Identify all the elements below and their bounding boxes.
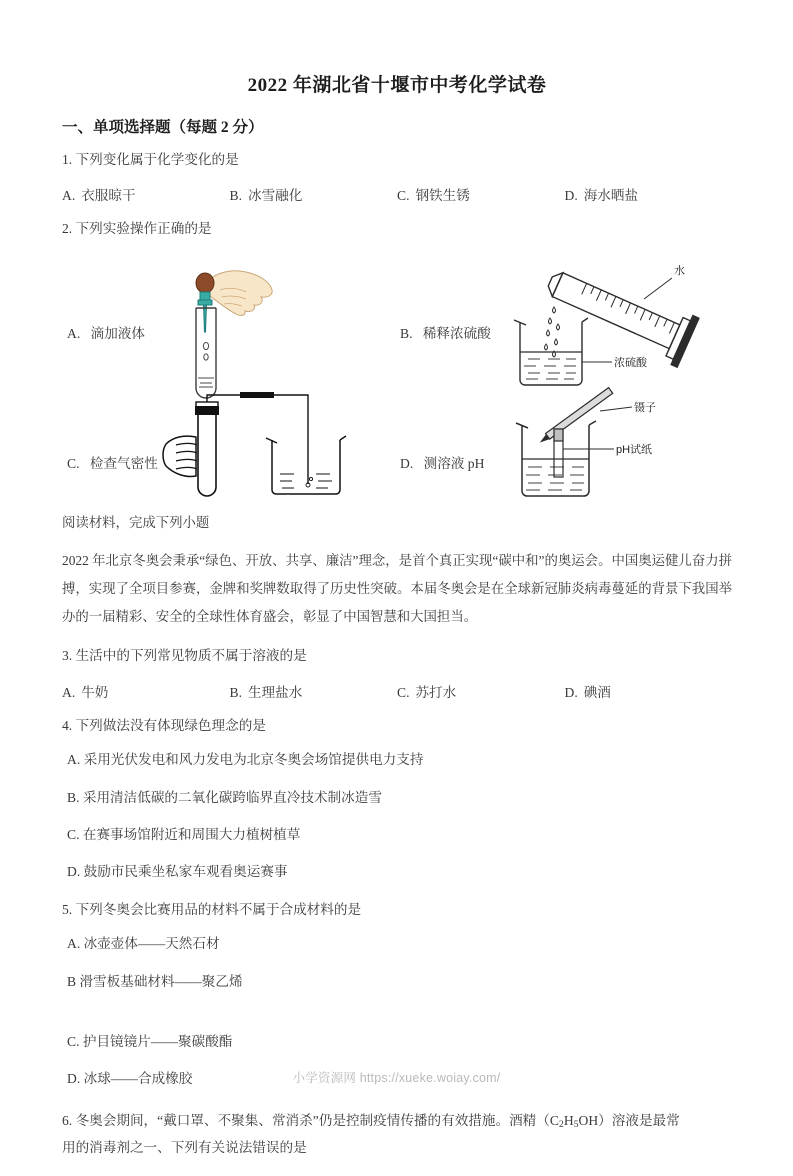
q2-option-d-label: D. — [400, 455, 414, 471]
site-watermark: 小学资源网 https://xueke.woiay.com/ — [292, 1071, 501, 1085]
q2-option-b-text: 稀释浓硫酸 — [422, 325, 491, 341]
dropper-test-tube-icon — [160, 254, 280, 404]
question-3-stem: 3. 生活中的下列常见物质不属于溶液的是 — [62, 648, 307, 664]
page-title: 2022 年湖北省十堰市中考化学试卷 — [247, 75, 547, 96]
q2-option-a-text: 滴加液体 — [90, 325, 145, 341]
q3-option-b-label: B. — [229, 684, 242, 700]
q2-option-c-label: C. — [67, 455, 80, 471]
q3-option-b-text: 生理盐水 — [247, 684, 303, 700]
q5-option-b[interactable]: B 滑雪板基础材料——聚乙烯 — [67, 973, 243, 989]
option-a[interactable] — [62, 184, 230, 204]
q2-option-d-text: 测溶液 pH — [423, 455, 485, 471]
q3-option-d-label: D. — [564, 684, 578, 700]
question-1-stem: 1. 下列变化属于化学变化的是 — [62, 152, 239, 167]
question-6-stem — [62, 1107, 732, 1135]
q6-formula-h: H — [563, 1112, 574, 1128]
question-2-stem: 2. 下列实验操作正确的是 — [62, 221, 212, 237]
option-a-text: 衣服晾干 — [81, 188, 136, 204]
question-4-stem: 4. 下列做法没有体现绿色理念的是 — [62, 717, 266, 733]
question-6-stem-line2: 用的消毒剂之一、下列有关说法错误的是 — [62, 1140, 307, 1156]
q3-option-b[interactable] — [230, 681, 398, 701]
q2-option-a-label: A. — [67, 325, 81, 341]
callout-concentrated-acid-text: 浓硫酸 — [614, 356, 647, 369]
option-a-label: A. — [62, 188, 76, 204]
q6-line1-pre: 6. 冬奥会期间，“戴口罩、不聚集、常消杀”仍是控制疫情传播的有效措施。酒精（C — [62, 1112, 559, 1128]
q2-option-c-label-group[interactable] — [67, 452, 158, 472]
option-b-label: B. — [229, 188, 242, 204]
gas-tightness-check-icon — [160, 392, 390, 504]
q4-option-b[interactable]: B. 采用清洁低碳的二氧化碳跨临界直冷技术制冰造雪 — [67, 789, 382, 805]
q2-option-c-text: 检查气密性 — [89, 455, 158, 471]
callout-water-text: 水 — [674, 264, 685, 277]
option-d[interactable] — [565, 184, 733, 204]
q2-option-b-label-group[interactable] — [400, 322, 491, 342]
page-content — [62, 62, 732, 1176]
option-c-label: C. — [397, 188, 410, 204]
q6-formula-sub-5: 5 — [573, 1118, 579, 1130]
q3-option-a[interactable] — [62, 681, 230, 701]
option-b-text: 冰雪融化 — [247, 188, 303, 204]
question-5-stem: 5. 下列冬奥会比赛用品的材料不属于合成材料的是 — [62, 901, 362, 917]
q5-option-c[interactable]: C. 护目镜镜片——聚碳酸酯 — [67, 1033, 233, 1049]
q3-option-a-text: 牛奶 — [81, 684, 109, 700]
callout-tweezers-text: 镊子 — [634, 401, 656, 414]
q4-option-a[interactable]: A. 采用光伏发电和风力发电为北京冬奥会场馆提供电力支持 — [67, 752, 424, 768]
q4-option-d[interactable]: D. 鼓励市民乘坐私家车观看奥运赛事 — [67, 864, 288, 880]
option-d-label: D. — [564, 188, 578, 204]
option-d-text: 海水晒盐 — [583, 188, 639, 204]
passage-body: 2022 年北京冬奥会秉承“绿色、开放、共享、廉洁”理念，是首个真正实现“碳中和”的奥运会。中国奥运健儿奋力拼搏，实现了全项目参赛，金牌和奖牌数取得了历史性突破。本届冬奥会是在全球新冠肺炎病毒蔓延的背景下我国举办的一届精彩、安全的全球性体育盛会，彰显了中国智慧和大国担当。 — [62, 552, 732, 624]
passage-intro: 阅读材料，完成下列小题 — [62, 514, 210, 530]
q3-option-c-label: C. — [397, 684, 410, 700]
q5-option-a[interactable]: A. 冰壶壶体——天然石材 — [67, 936, 220, 952]
q2-option-a-label-group[interactable] — [67, 322, 145, 342]
q3-option-d-text: 碘酒 — [583, 684, 611, 700]
question-2-figures — [62, 252, 732, 504]
q3-option-a-label: A. — [62, 684, 76, 700]
callout-ph-paper-text: pH试纸 — [616, 443, 653, 456]
q4-option-c[interactable]: C. 在赛事场馆附近和周围大力植树植草 — [67, 826, 301, 842]
q2-option-b-label: B. — [400, 325, 413, 341]
dilute-sulfuric-acid-icon — [492, 252, 742, 402]
q3-option-c[interactable] — [397, 681, 565, 701]
question-3-options — [62, 681, 732, 701]
q6-formula-sub-2: 2 — [558, 1118, 564, 1130]
q6-line1-post: OH）溶液是最常 — [578, 1112, 680, 1128]
q2-option-d-label-group[interactable] — [400, 452, 484, 472]
q3-option-d[interactable] — [565, 681, 733, 701]
section-heading: 一、单项选择题（每题 2 分） — [62, 119, 264, 136]
option-b[interactable] — [230, 184, 398, 204]
option-c[interactable] — [397, 184, 565, 204]
measure-ph-icon — [492, 387, 742, 505]
q3-option-c-text: 苏打水 — [415, 684, 457, 700]
question-1-options — [62, 184, 732, 204]
q5-option-d[interactable]: D. 冰球——合成橡胶 — [67, 1071, 193, 1087]
option-c-text: 钢铁生锈 — [415, 188, 470, 204]
